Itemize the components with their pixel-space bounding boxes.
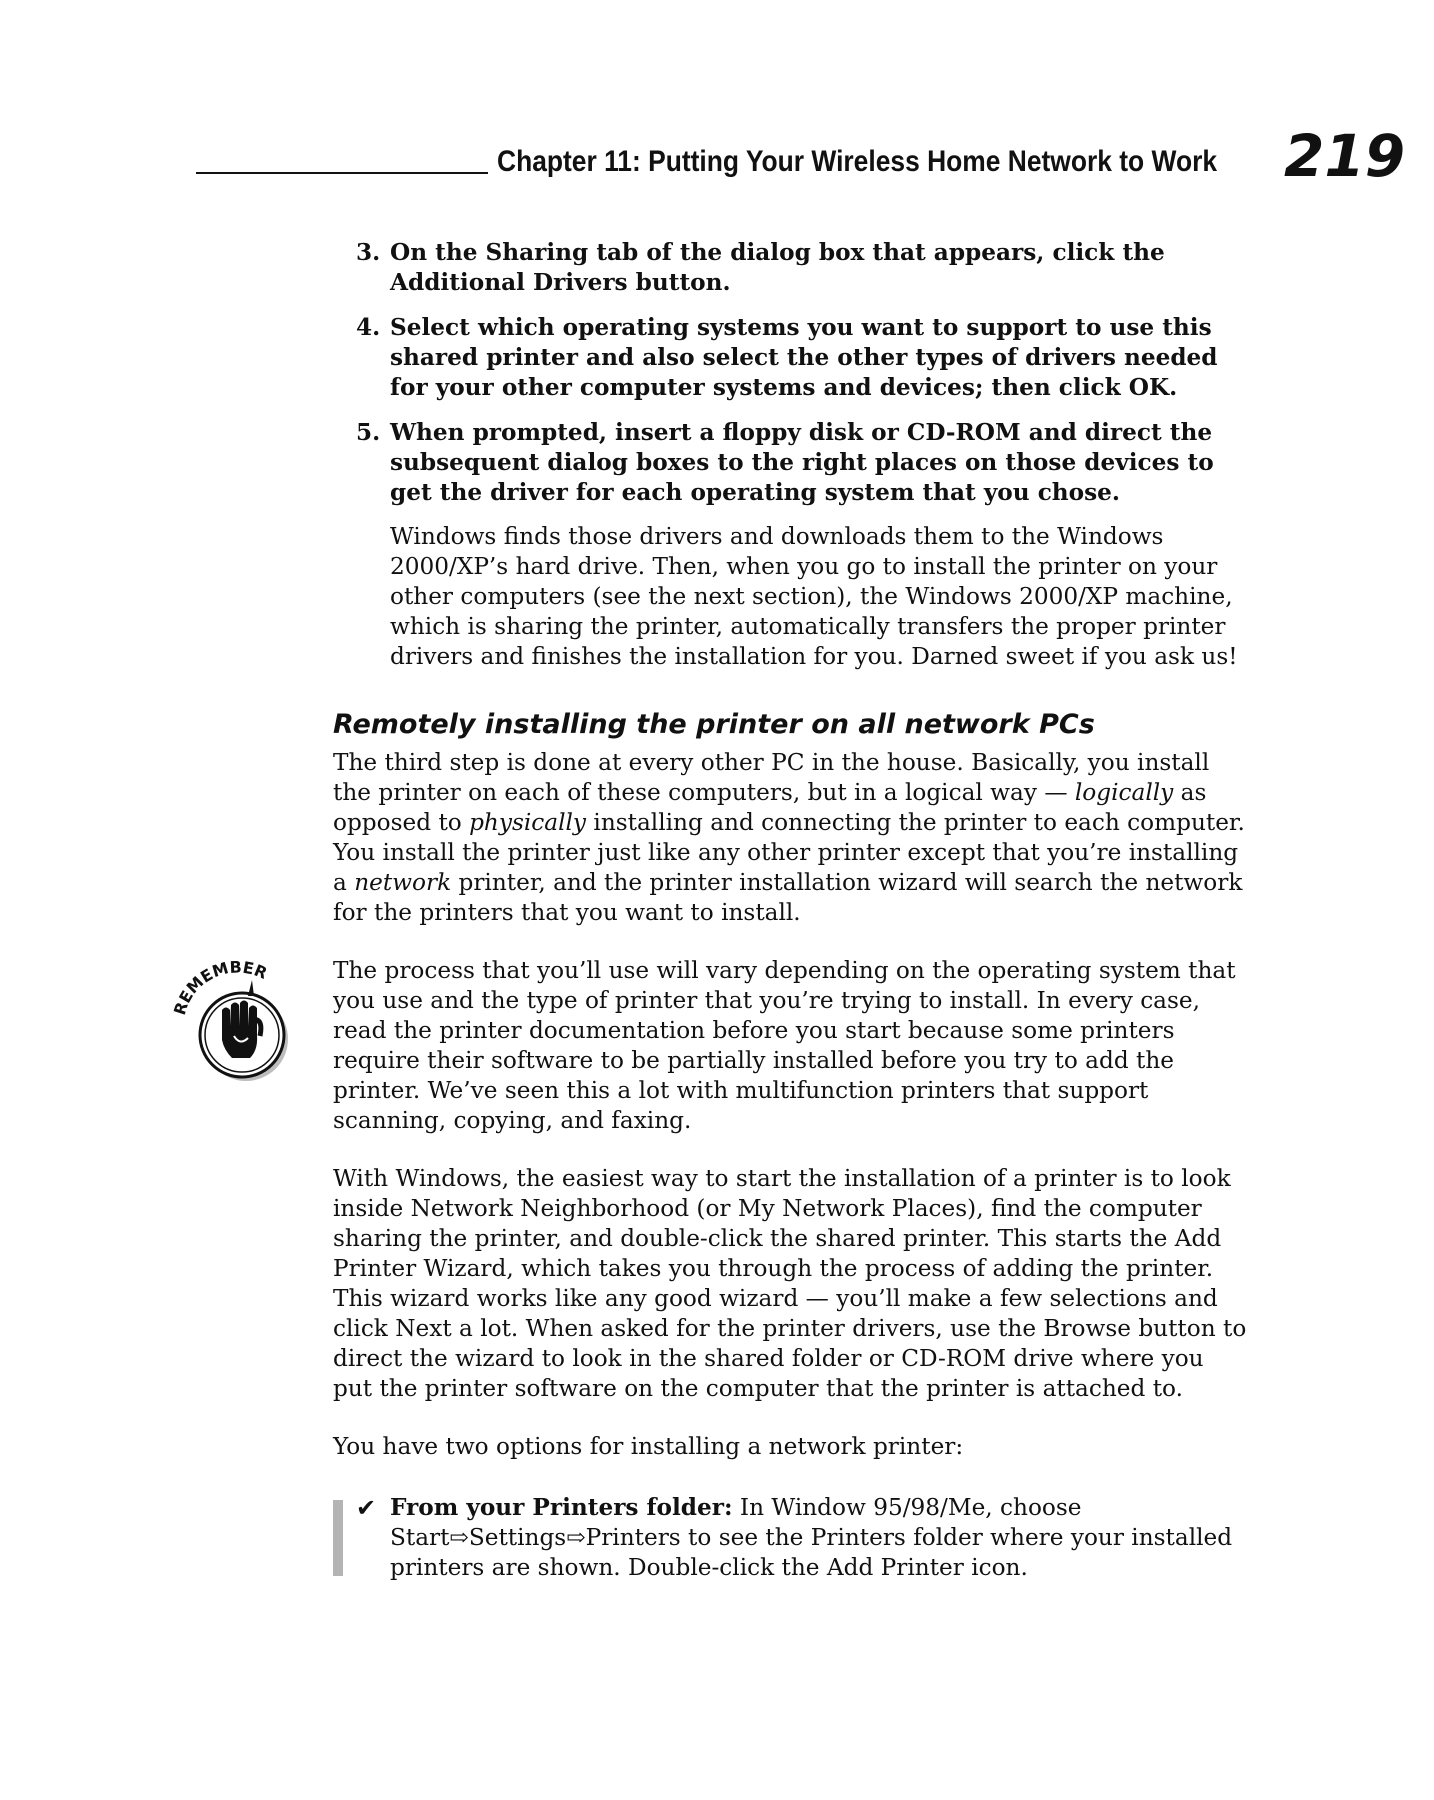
remember-label: REMEMBER [169,957,271,1018]
emphasis-network: network [354,869,452,896]
step-5 [356,418,1248,508]
list-item [390,1493,1248,1583]
step-text: Select which operating systems you want to support to use this shared printer and also select the other types of drivers needed for your other computer systems and devices; then click OK. [390,314,1218,401]
step-text: When prompted, insert a floppy disk or CD-ROM and direct the subsequent dialog boxes to the right places on those devices to get the driver for each operating system that you chose. [390,419,1214,506]
section-paragraph-3: With Windows, the easiest way to start the installation of a printer is to look inside Network Neighborhood (or My Network Places), find the computer sharing the printer, and double-click the shared printer. This starts the Add Printer Wizard, which takes you through the process of adding the printer. This wizard works like any good wizard — you’ll make a few selections and click Next a lot. When asked for the printer drivers, use the Browse button to direct the wizard to look in the shared folder or CD-ROM drive where you put the printer software on the computer that the printer is attached to. [333,1165,1247,1402]
section-paragraph-2: The process that you’ll use will vary depending on the operating system that you use and the type of printer that you’re trying to install. In every case, read the printer documentation before you start because some printers require their software to be partially installed before you try to add the printer. We’ve seen this a lot with multifunction printers that support scanning, copying, and faxing. [333,957,1236,1134]
emphasis-logically: logically [1074,779,1174,806]
step-number: 5. [356,419,381,446]
emphasis-physically: physically [469,809,587,836]
step-4 [356,313,1248,403]
section-paragraph-4: You have two options for installing a network printer: [333,1433,964,1460]
bullet-list-bar [333,1500,343,1576]
step-text: On the Sharing tab of the dialog box that appears, click the Additional Drivers button. [390,239,1165,296]
remember-hand-icon [168,950,304,1086]
checkmark-icon: ✔ [356,1494,377,1522]
step-number: 3. [356,239,381,266]
section-heading: Remotely installing the printer on all network PCs [333,709,1095,740]
bullet-body: In Window 95/98/Me, choose Start⇨Settings⇨Printers to see the Printers folder where your installed printers are shown. Double-click the Add Printer icon. [390,1494,1233,1581]
step-5-result: Windows finds those drivers and downloads them to the Windows 2000/XP’s hard drive. Then, when you go to install the printer on your other computers (see the next section), the Windows 2000/XP machine, which is sharing the printer, automatically transfers the proper printer drivers and finishes the installation for you. Darned sweet if you ask us! [390,523,1238,670]
page-number: 219 [1284,122,1406,190]
bullet-lead: From your Printers folder: [390,1494,733,1521]
section-paragraph-1: The third step is done at every other PC in the house. Basically, you install the printer on each of these computers, but in a logical way — logically as opposed to physically installing and connecting the printer to each computer. You install the printer just like any other printer except that you’re installing a network printer, and the printer installation wizard will search the network for the printers that you want to install. [333,749,1245,926]
step-3 [356,238,1248,298]
chapter-title: Chapter 11: Putting Your Wireless Home Network to Work [497,145,1218,178]
header-rule [196,172,488,174]
step-number: 4. [356,314,381,341]
